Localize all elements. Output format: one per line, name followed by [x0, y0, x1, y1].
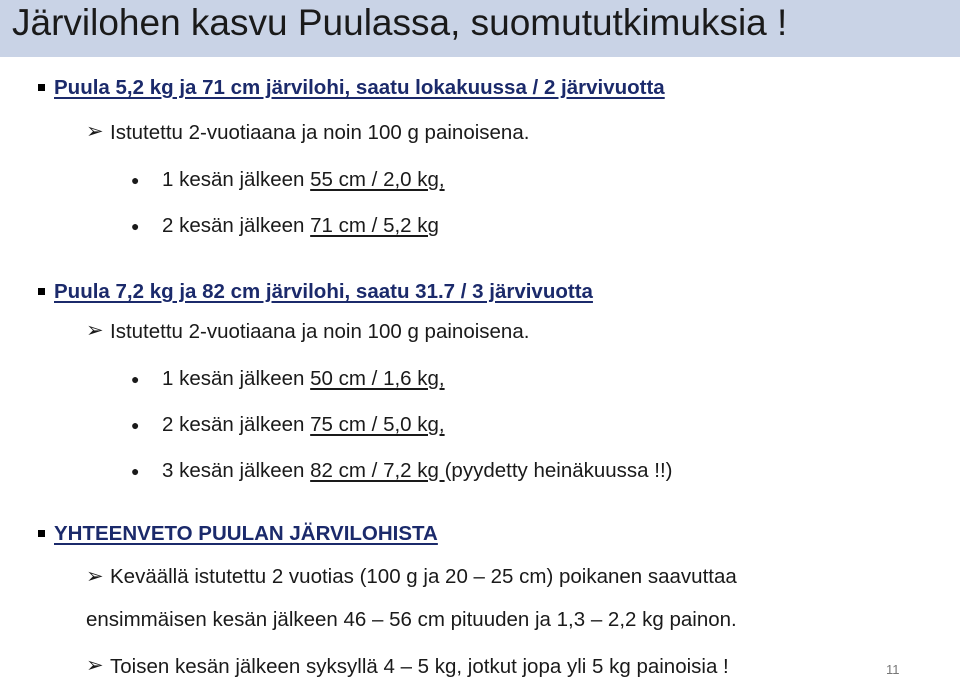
bullet-value: 50 cm / 1,6 kg,	[310, 367, 445, 390]
bullet-prefix: 2 kesän jälkeen	[162, 214, 311, 237]
bullet-note: (pyydetty heinäkuussa !!)	[444, 459, 673, 482]
section1-bullet-1	[162, 167, 445, 193]
summary-heading: YHTEENVETO PUULAN JÄRVILOHISTA	[54, 522, 438, 545]
section1-bullet-2	[162, 213, 439, 239]
section1-heading: Puula 5,2 kg ja 71 cm järvilohi, saatu lokakuussa / 2 järvivuotta	[54, 76, 665, 99]
bullet-prefix: 1 kesän jälkeen	[162, 168, 311, 191]
arrow-bullet-icon: ➢	[86, 565, 104, 588]
section2-bullet-3	[162, 458, 673, 484]
bullet-value: 71 cm / 5,2 kg	[310, 214, 439, 237]
square-bullet-icon	[38, 530, 45, 537]
page-number: 11	[886, 662, 900, 677]
bullet-prefix: 3 kesän jälkeen	[162, 459, 311, 482]
section2-bullet-2	[162, 412, 445, 438]
bullet-value: 55 cm / 2,0 kg,	[310, 168, 445, 191]
section2-sub: Istutettu 2-vuotiaana ja noin 100 g painoisena.	[110, 320, 530, 343]
dot-bullet-icon: ●	[131, 463, 140, 479]
slide-title: Järvilohen kasvu Puulassa, suomututkimuksia !	[12, 2, 788, 43]
summary-paragraph-1-line-2: ensimmäisen kesän jälkeen 46 – 56 cm pituuden ja 1,3 – 2,2 kg painon.	[86, 608, 737, 631]
bullet-value: 75 cm / 5,0 kg,	[310, 413, 445, 436]
summary-paragraph-1-line-1: Keväällä istutettu 2 vuotias (100 g ja 20 – 25 cm) poikanen saavuttaa	[110, 565, 737, 588]
arrow-bullet-icon: ➢	[86, 319, 104, 342]
dot-bullet-icon: ●	[131, 417, 140, 433]
bullet-prefix: 1 kesän jälkeen	[162, 367, 311, 390]
dot-bullet-icon: ●	[131, 218, 140, 234]
square-bullet-icon	[38, 288, 45, 295]
bullet-value: 82 cm / 7,2 kg	[310, 459, 445, 482]
section1-sub: Istutettu 2-vuotiaana ja noin 100 g painoisena.	[110, 121, 530, 144]
dot-bullet-icon: ●	[131, 371, 140, 387]
arrow-bullet-icon: ➢	[86, 120, 104, 143]
square-bullet-icon	[38, 84, 45, 91]
arrow-bullet-icon: ➢	[86, 654, 104, 677]
dot-bullet-icon: ●	[131, 172, 140, 188]
section2-bullet-1	[162, 366, 445, 392]
summary-paragraph-2: Toisen kesän jälkeen syksyllä 4 – 5 kg, jotkut jopa yli 5 kg painoisia !	[110, 655, 729, 678]
section2-heading: Puula 7,2 kg ja 82 cm järvilohi, saatu 31.7 / 3 järvivuotta	[54, 280, 593, 303]
bullet-prefix: 2 kesän jälkeen	[162, 413, 311, 436]
